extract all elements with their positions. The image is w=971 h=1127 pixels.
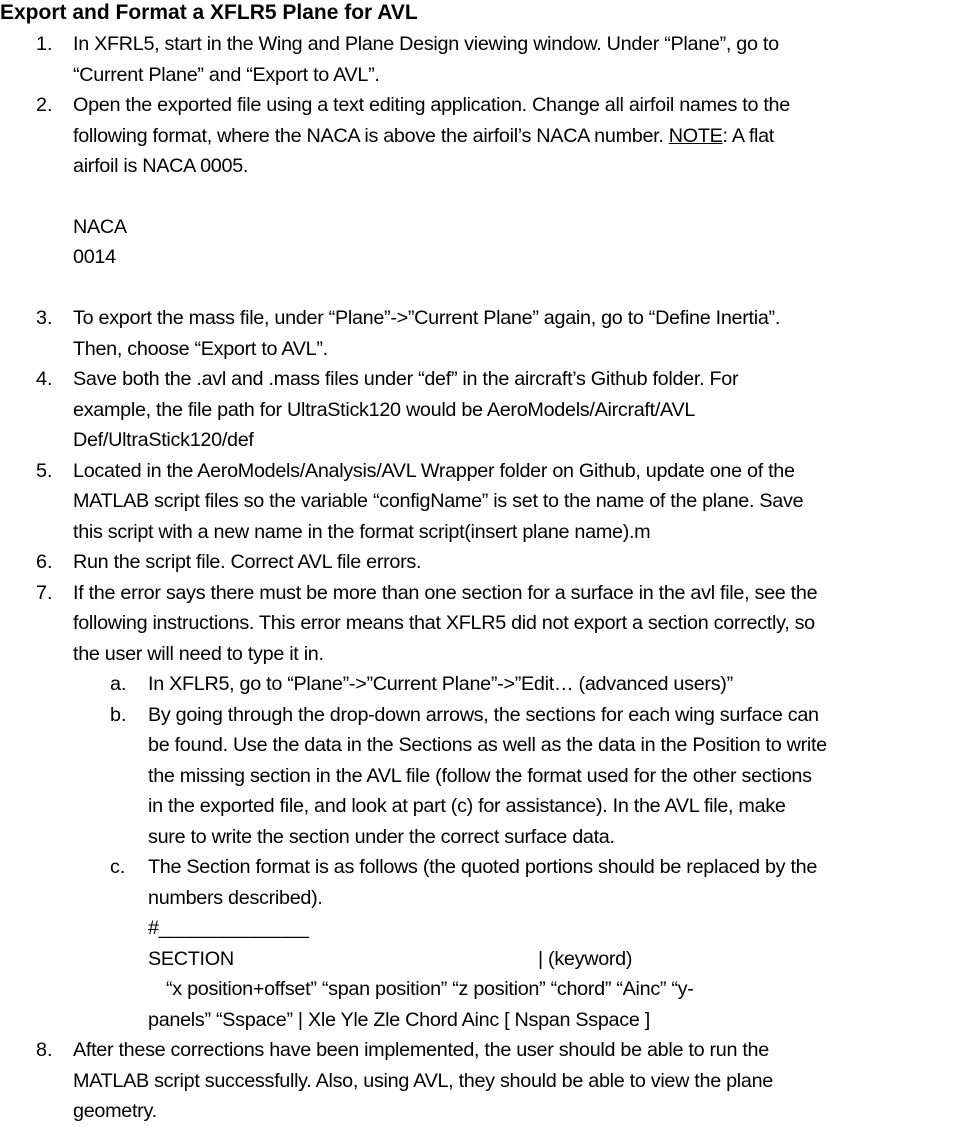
example-naca-number: 0014 [73, 246, 116, 268]
subitem-text-line: sure to write the section under the correct surface data. [148, 826, 615, 848]
item-number: 2. [36, 94, 53, 116]
item-text-line: After these corrections have been implemented, the user should be able to run the [73, 1039, 769, 1061]
item-number: 4. [36, 368, 53, 390]
note-label: NOTE [668, 125, 723, 147]
subitem-letter: a. [110, 673, 127, 695]
subitem-letter: c. [110, 856, 126, 878]
item-text-line: Def/UltraStick120/def [73, 429, 254, 451]
item-text-line: this script with a new name in the format script(insert plane name).m [73, 521, 651, 543]
subitem-text-line: the missing section in the AVL file (follow the format used for the other sections [148, 765, 812, 787]
item-text-line: geometry. [73, 1100, 157, 1122]
item-text-line [73, 121, 774, 152]
item-text-span: following format, where the NACA is above the airfoil’s NACA number. [73, 125, 664, 147]
code-separator-line: #______________ [148, 917, 309, 939]
item-number: 6. [36, 551, 53, 573]
subitem-text-line: In XFLR5, go to “Plane”->”Current Plane”->”Edit… (advanced users)” [148, 673, 733, 695]
document-title: Export and Format a XFLR5 Plane for AVL [0, 1, 418, 24]
subitem-text-line: in the exported file, and look at part (c) for assistance). In the AVL file, make [148, 795, 786, 817]
item-text-line: Then, choose “Export to AVL”. [73, 338, 328, 360]
item-number: 7. [36, 582, 53, 604]
subitem-text-line: be found. Use the data in the Sections as well as the data in the Position to write [148, 734, 827, 756]
item-text-line: airfoil is NACA 0005. [73, 155, 249, 177]
subitem-text-line: The Section format is as follows (the quoted portions should be replaced by the [148, 856, 818, 878]
item-text-line: MATLAB script successfully. Also, using AVL, they should be able to view the plane [73, 1070, 773, 1092]
item-text-line: If the error says there must be more than one section for a surface in the avl file, see the [73, 582, 818, 604]
item-text-line: following instructions. This error means that XFLR5 did not export a section correctly, so [73, 612, 815, 634]
item-number: 5. [36, 460, 53, 482]
code-format-line: panels” “Sspace” | Xle Yle Zle Chord Ainc [ Nspan Sspace ] [148, 1009, 650, 1031]
subitem-text-line: numbers described). [148, 887, 323, 909]
code-format-text: “x position+offset” “span position” “z position” “chord” “Ainc” “y- [166, 978, 694, 1000]
item-text-line: In XFRL5, start in the Wing and Plane Design viewing window. Under “Plane”, go to [73, 33, 779, 55]
item-text-line: “Current Plane” and “Export to AVL”. [73, 64, 380, 86]
example-naca-label: NACA [73, 216, 127, 238]
note-text: : A flat [722, 125, 775, 147]
item-text-line: Located in the AeroModels/Analysis/AVL Wrapper folder on Github, update one of the [73, 460, 795, 482]
item-text-line: To export the mass file, under “Plane”->”Current Plane” again, go to “Define Inertia”. [73, 307, 781, 329]
item-number: 1. [36, 33, 53, 55]
item-number: 3. [36, 307, 53, 329]
item-text-line: the user will need to type it in. [73, 643, 324, 665]
subitem-letter: b. [110, 704, 127, 726]
item-text-line: Run the script file. Correct AVL file errors. [73, 551, 422, 573]
item-text-line: Open the exported file using a text editing application. Change all airfoil names to the [73, 94, 790, 116]
code-section-keyword: SECTION [148, 948, 234, 970]
code-keyword-comment: | (keyword) [538, 948, 633, 970]
item-text-line: example, the file path for UltraStick120 would be AeroModels/Aircraft/AVL [73, 399, 696, 421]
item-text-line: MATLAB script files so the variable “configName” is set to the name of the plane. Save [73, 490, 804, 512]
subitem-text-line: By going through the drop-down arrows, the sections for each wing surface can [148, 704, 819, 726]
item-text-line: Save both the .avl and .mass files under “def” in the aircraft’s Github folder. For [73, 368, 739, 390]
code-format-line [148, 974, 694, 1005]
item-number: 8. [36, 1039, 53, 1061]
